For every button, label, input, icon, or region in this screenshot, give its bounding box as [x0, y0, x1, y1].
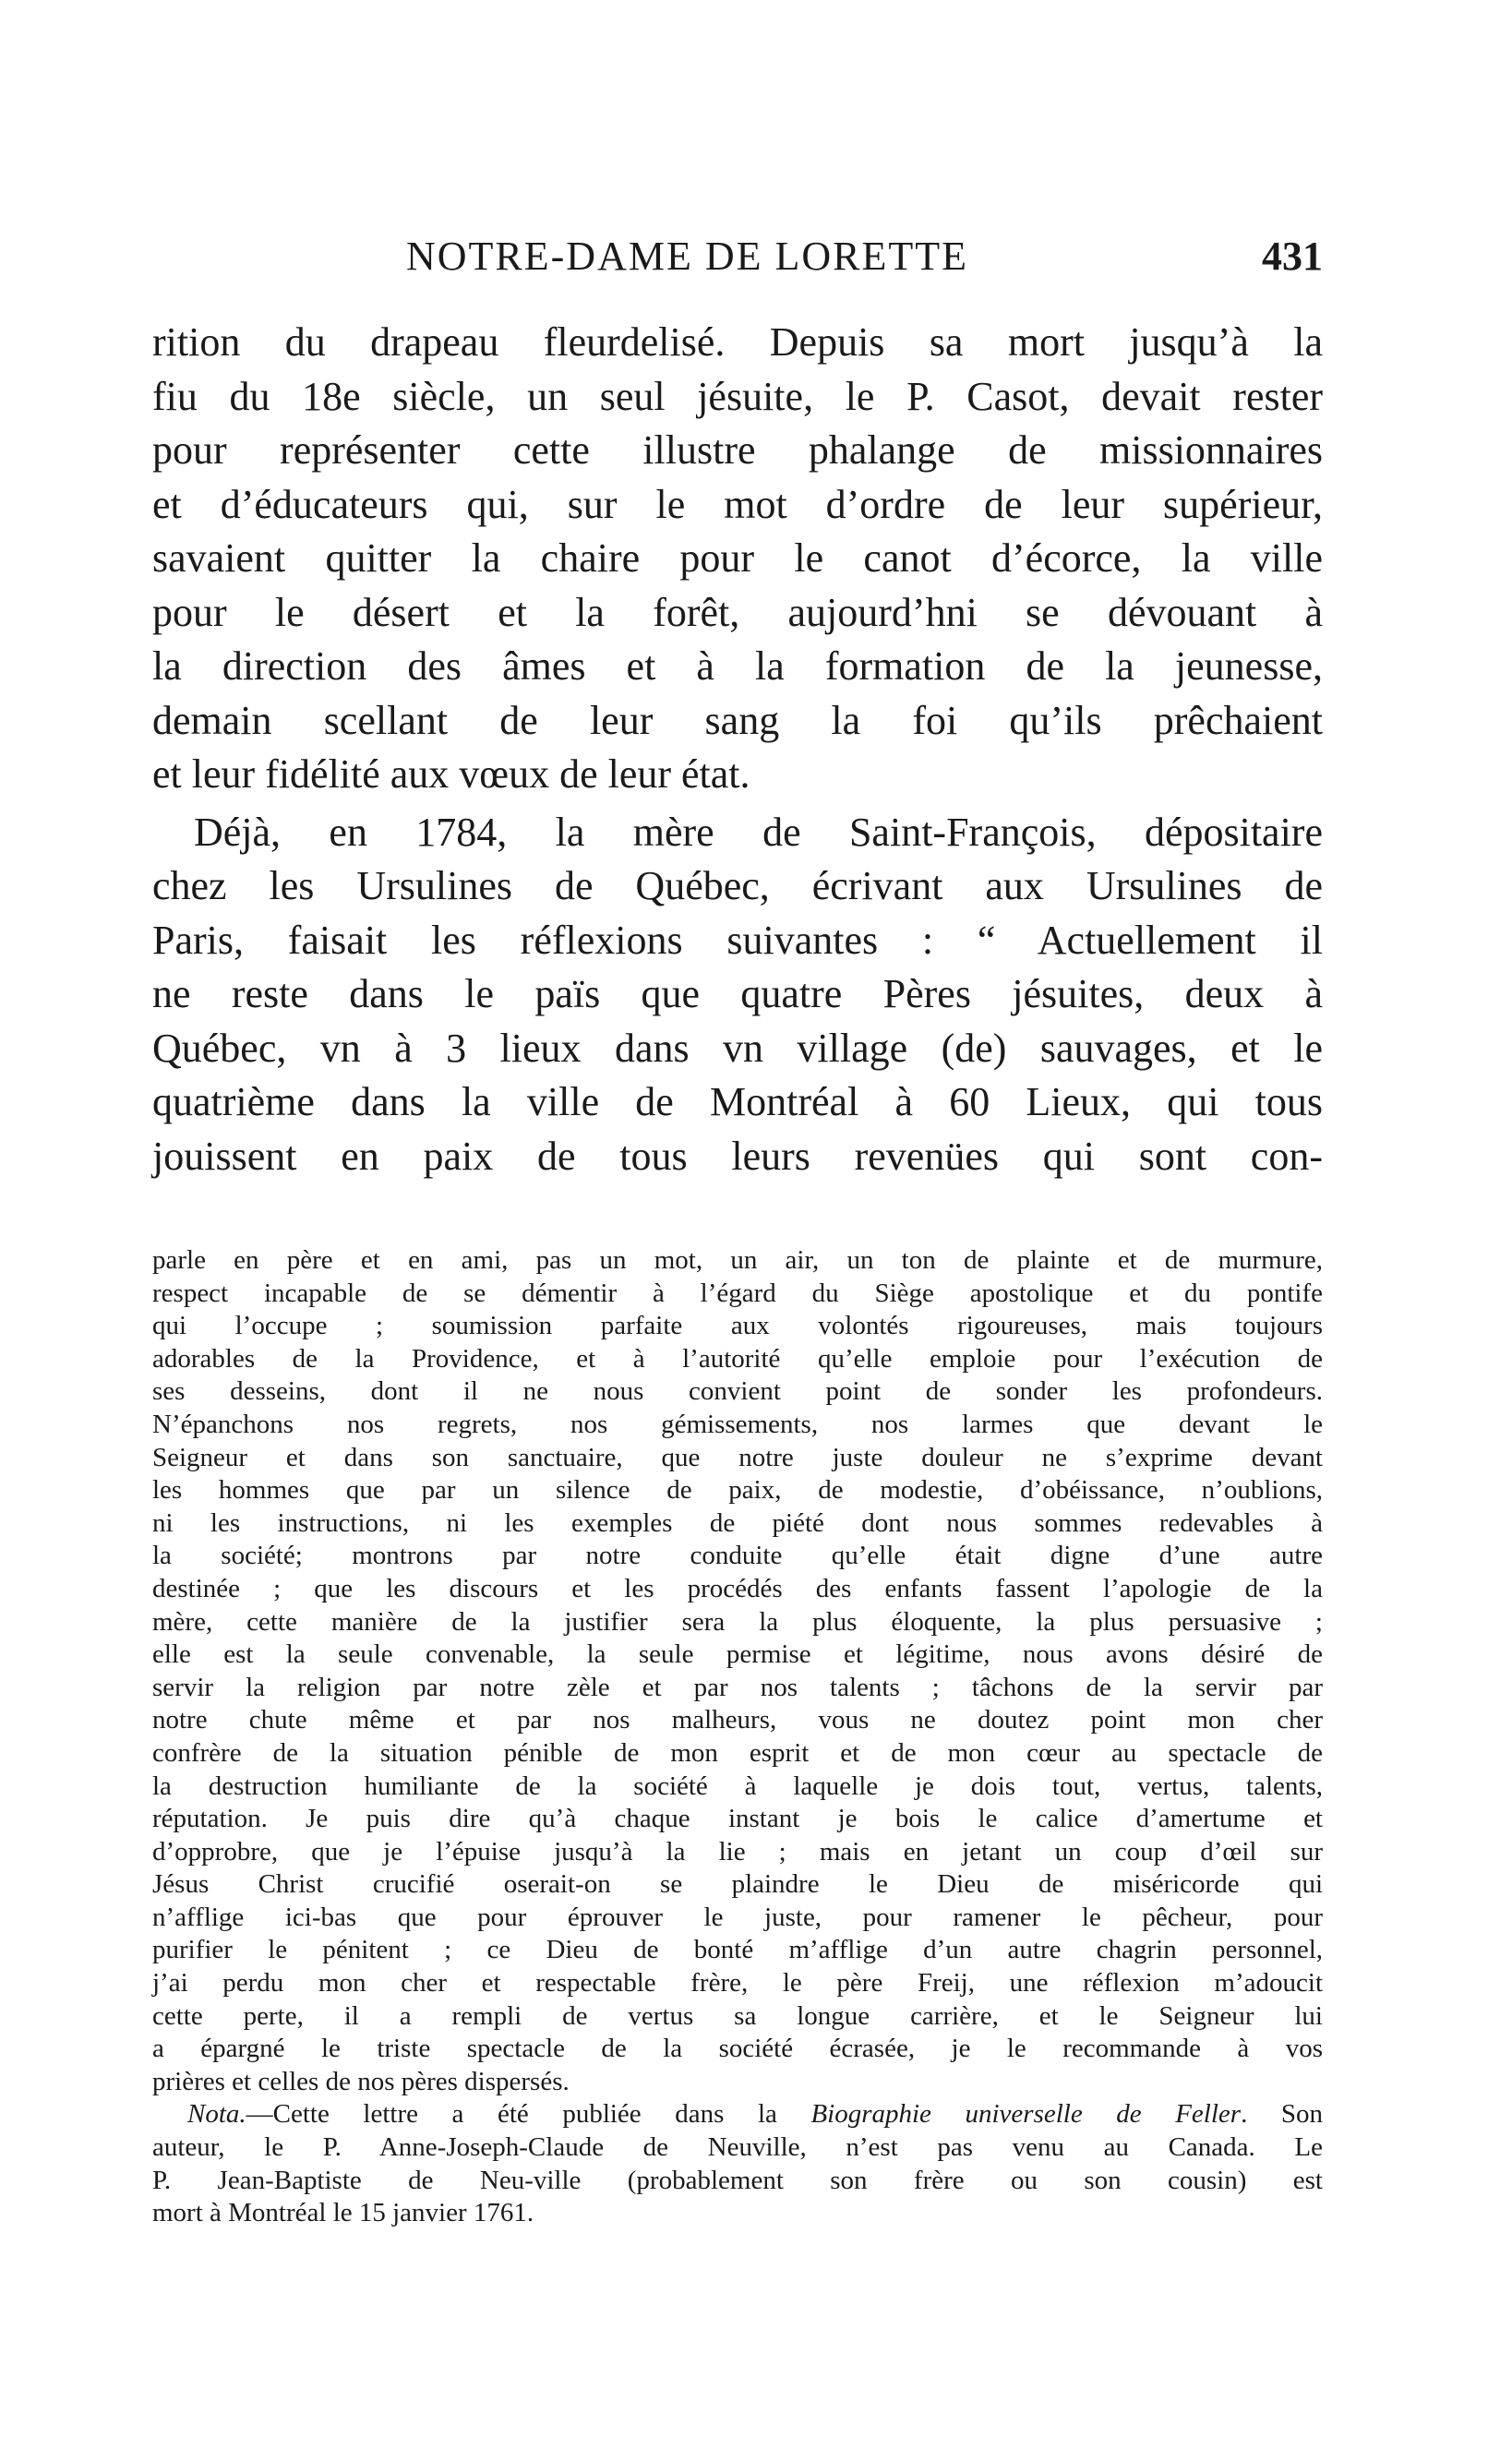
- footnote-line: confrère de la situation pénible de mon esprit et de mon cœur au spectacle de: [152, 1737, 1323, 1768]
- text-line: Déjà, en 1784, la mère de Saint-François, dépositaire: [194, 809, 1323, 855]
- footnote-line: n’afflige ici-bas que pour éprouver le juste, pour ramener le pêcheur, pour: [152, 1902, 1323, 1932]
- footnote-line: N’épanchons nos regrets, nos gémissements, nos larmes que devant le: [152, 1409, 1323, 1439]
- text-line: Paris, faisait les réflexions suivantes : “ Actuellement il: [152, 917, 1323, 963]
- text-line: fiu du 18e siècle, un seul jésuite, le P. Casot, devait rester: [152, 373, 1323, 419]
- footnote-line: a épargné le triste spectacle de la société écrasée, je le recommande à vos: [152, 2034, 1323, 2064]
- text-line: pour représenter cette illustre phalange de missionnaires: [152, 427, 1323, 473]
- page-header: [152, 229, 1323, 284]
- text-line: la direction des âmes et à la formation de la jeunesse,: [152, 643, 1323, 689]
- footnote-line: parle en père et en ami, pas un mot, un air, un ton de plainte et de murmure,: [152, 1245, 1323, 1275]
- footnote-line: Seigneur et dans son sanctuaire, que notre juste douleur ne s’exprime devant: [152, 1442, 1323, 1472]
- text-line: savaient quitter la chaire pour le canot d’écorce, la ville: [152, 535, 1323, 581]
- footnote-line: ses desseins, dont il ne nous convient point de sonder les profondeurs.: [152, 1376, 1323, 1407]
- footnote: [152, 1244, 1323, 2230]
- running-title: NOTRE-DAME DE LORETTE: [406, 234, 969, 279]
- nota-first-line: [152, 2098, 1323, 2131]
- footnote-line: la destruction humiliante de la société à laquelle je dois tout, vertus, talents,: [152, 1771, 1323, 1801]
- nota-label: Nota.: [187, 2099, 246, 2130]
- text-line: et d’éducateurs qui, sur le mot d’ordre de leur supérieur,: [152, 481, 1323, 527]
- footnote-line: j’ai perdu mon cher et respectable frère, le père Freij, une réflexion m’adoucit: [152, 1968, 1323, 1999]
- footnote-line: les hommes que par un silence de paix, de modestie, d’obéissance, n’oublions,: [152, 1475, 1323, 1506]
- footnote-line: adorables de la Providence, et à l’autorité qu’elle emploie pour l’exécution de: [152, 1343, 1323, 1374]
- text-line: ne reste dans le païs que quatre Pères jésuites, deux à: [152, 971, 1323, 1016]
- footnote-line: réputation. Je puis dire qu’à chaque instant je bois le calice d’amertume et: [152, 1804, 1323, 1834]
- nota-line: P. Jean-Baptiste de Neu-ville (probablement son frère ou son cousin) est: [152, 2165, 1323, 2195]
- publication-title: Biographie universelle de Feller: [810, 2099, 1242, 2130]
- paragraph-1: [152, 316, 1323, 802]
- nota-text: —Cette lettre a été publiée dans la: [246, 2099, 811, 2130]
- text-line: pour le désert et la forêt, aujourd’hni se dévouant à: [152, 589, 1323, 635]
- text-line: rition du drapeau fleurdelisé. Depuis sa mort jusqu’à la: [152, 319, 1323, 365]
- footnote-line: d’opprobre, que je l’épuise jusqu’à la lie ; mais en jetant un coup d’œil sur: [152, 1836, 1323, 1867]
- text-line: chez les Ursulines de Québec, écrivant aux Ursulines de: [152, 863, 1323, 908]
- footnote-line: la société; montrons par notre conduite qu’elle était digne d’une autre: [152, 1541, 1323, 1571]
- nota-text: . Son: [1241, 2099, 1323, 2130]
- footnote-line: notre chute même et par nos malheurs, vous ne doutez point mon cher: [152, 1705, 1323, 1735]
- footnote-line: mère, cette manière de la justifier sera la plus éloquente, la plus persuasive ;: [152, 1606, 1323, 1637]
- text-line: et leur fidélité aux vœux de leur état.: [152, 751, 750, 797]
- footnote-line: ni les instructions, ni les exemples de piété dont nous sommes redevables à: [152, 1507, 1323, 1538]
- page-number: 431: [1262, 234, 1323, 279]
- footnote-line: respect incapable de se démentir à l’égard du Siège apostolique et du pontife: [152, 1278, 1323, 1308]
- text-line: demain scellant de leur sang la foi qu’ils prêchaient: [152, 697, 1323, 743]
- main-text: [152, 316, 1323, 1183]
- footnote-line: destinée ; que les discours et les procédés des enfants fassent l’apologie de la: [152, 1573, 1323, 1603]
- footnote-line: servir la religion par notre zèle et par nos talents ; tâchons de la servir par: [152, 1672, 1323, 1702]
- text-line: jouissent en paix de tous leurs revenües qui sont con-: [152, 1133, 1323, 1179]
- nota-line: auteur, le P. Anne-Joseph-Claude de Neuville, n’est pas venu au Canada. Le: [152, 2132, 1323, 2163]
- text-line: quatrième dans la ville de Montréal à 60 Lieux, qui tous: [152, 1079, 1323, 1124]
- footnote-line: purifier le pénitent ; ce Dieu de bonté m’afflige d’un autre chagrin personnel,: [152, 1935, 1323, 1965]
- footnote-line: Jésus Christ crucifié oserait-on se plaindre le Dieu de miséricorde qui: [152, 1869, 1323, 1900]
- footnote-line: qui l’occupe ; soumission parfaite aux volontés rigoureuses, mais toujours: [152, 1311, 1323, 1341]
- footnote-line: cette perte, il a rempli de vertus sa longue carrière, et le Seigneur lui: [152, 2000, 1323, 2031]
- footnote-line: elle est la seule convenable, la seule permise et légitime, nous avons désiré de: [152, 1639, 1323, 1670]
- text-line: Québec, vn à 3 lieux dans vn village (de) sauvages, et le: [152, 1025, 1323, 1071]
- paragraph-2: [152, 806, 1323, 1184]
- footnote-line: prières et celles de nos pères dispersés.: [152, 2066, 570, 2096]
- nota-line: mort à Montréal le 15 janvier 1761.: [152, 2198, 534, 2228]
